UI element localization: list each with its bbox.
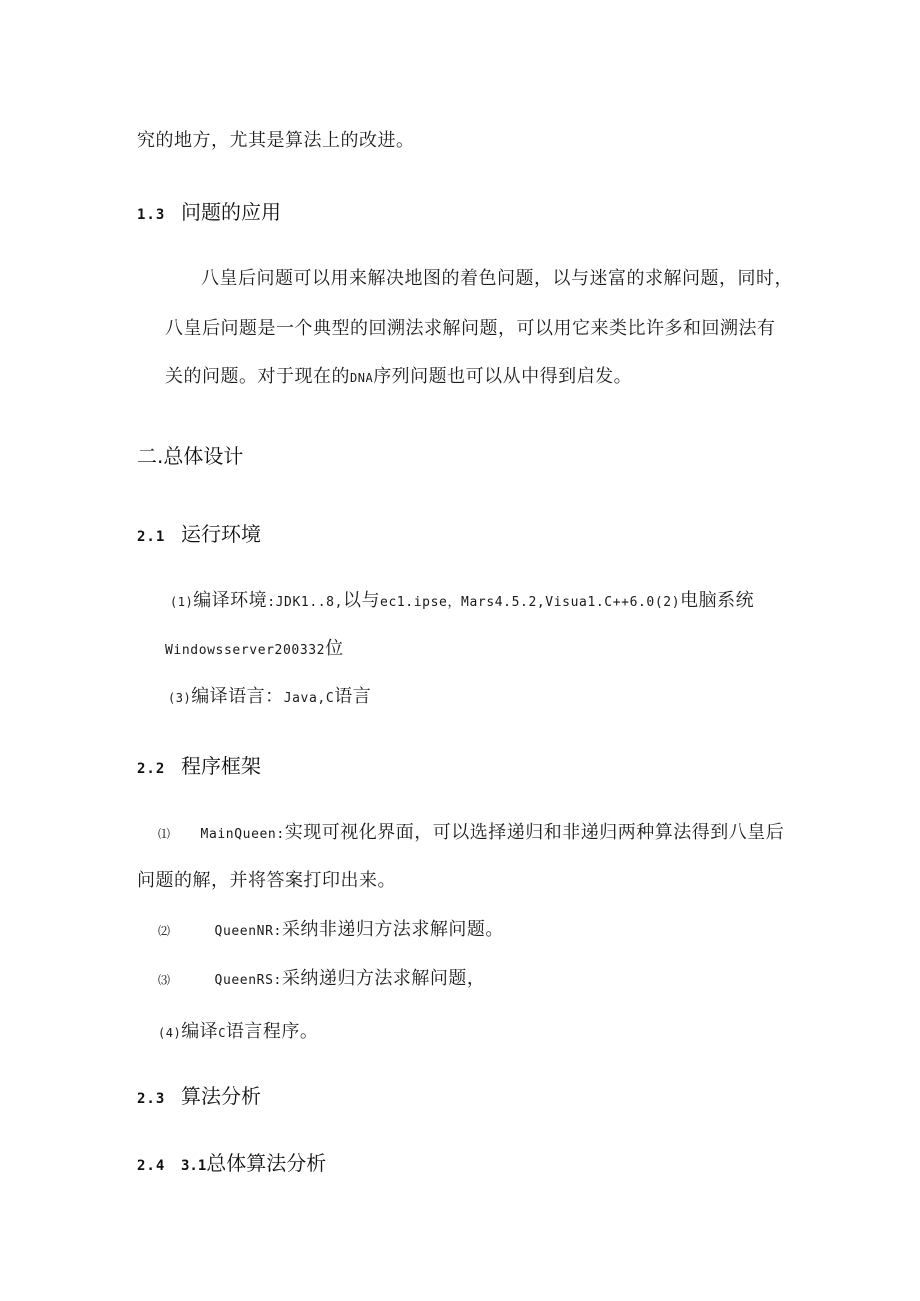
item-number: (3)	[168, 691, 192, 705]
text-run: 采纳非递归方法求解问题。	[281, 919, 504, 940]
item-code: QueenNR:	[214, 924, 282, 939]
framework-item-3	[158, 970, 485, 988]
paragraph-line: 八皇后问题是一个典型的回溯法求解问题，可以用它来类比许多和回溯法有	[165, 318, 776, 339]
framework-item-2	[158, 921, 504, 939]
text-run: 位	[325, 638, 344, 659]
item-code: MainQueen:	[200, 827, 285, 842]
heading-subnumber: 3.1	[181, 1158, 207, 1174]
intro-line: 究的地方，尤其是算法上的改进。	[137, 130, 415, 151]
framework-item-4	[158, 1023, 318, 1041]
heading-title: 运行环境	[181, 522, 261, 546]
item-code: QueenRS:	[214, 973, 282, 988]
text-run: 编译	[181, 1021, 219, 1042]
heading-title: 程序框架	[181, 754, 261, 778]
heading-title: 问题的应用	[181, 200, 281, 224]
env-item-1	[170, 592, 754, 610]
item-code: C	[218, 1026, 226, 1040]
paragraph-line	[165, 368, 632, 386]
heading-number: 2.1	[137, 529, 166, 545]
heading-number: 1.3	[137, 207, 166, 223]
heading-number: 2.2	[137, 761, 166, 777]
text-run: 语言	[334, 686, 372, 707]
item-label: 编译环境	[193, 590, 268, 611]
heading-2-1	[137, 524, 261, 544]
item-number: ⑴	[158, 827, 171, 841]
heading-number: 2.3	[137, 1091, 166, 1107]
dna-term: DNA	[350, 371, 374, 385]
chapter-2-heading: 二.总体设计	[137, 444, 244, 468]
item-number: (1)	[170, 595, 194, 609]
env-item-2	[165, 640, 344, 658]
env-item-3	[168, 688, 371, 706]
text-run: 采纳递归方法求解问题，	[281, 968, 486, 989]
heading-title: 总体算法分析	[206, 1151, 327, 1175]
text-run: 关的问题。对于现在的	[165, 366, 350, 387]
item-number: (4)	[158, 1026, 182, 1040]
item-code: ec1.ipse，Mars4.5.2,Visua1.C++6.0(2)	[380, 595, 681, 610]
text-run: 序列问题也可以从中得到启发。	[373, 366, 633, 387]
framework-item-1-cont: 问题的解，并将答案打印出来。	[137, 870, 396, 891]
item-code: :JDK1..8,	[267, 595, 344, 610]
framework-item-1	[158, 824, 784, 842]
paragraph-line: 八皇后问题可以用来解决地图的着色问题，以与迷富的求解问题，同时，	[201, 268, 793, 289]
item-code: Windowsserver200332	[165, 643, 326, 658]
heading-number: 2.4	[137, 1158, 166, 1174]
heading-title: 算法分析	[181, 1084, 261, 1108]
text-run: 电脑系统	[680, 590, 755, 611]
item-code: Java,C	[283, 691, 335, 706]
heading-2-3	[137, 1086, 261, 1106]
text-run: 以与	[343, 590, 381, 611]
item-number: ⑵	[158, 924, 171, 938]
heading-1-3	[137, 202, 281, 222]
item-number: ⑶	[158, 973, 171, 987]
heading-2-4	[137, 1153, 326, 1173]
heading-2-2	[137, 756, 261, 776]
text-run: 语言程序。	[225, 1021, 319, 1042]
item-label: 编译语言：	[191, 686, 284, 707]
text-run: 实现可视化界面，可以选择递归和非递归两种算法得到八皇后	[284, 822, 785, 843]
